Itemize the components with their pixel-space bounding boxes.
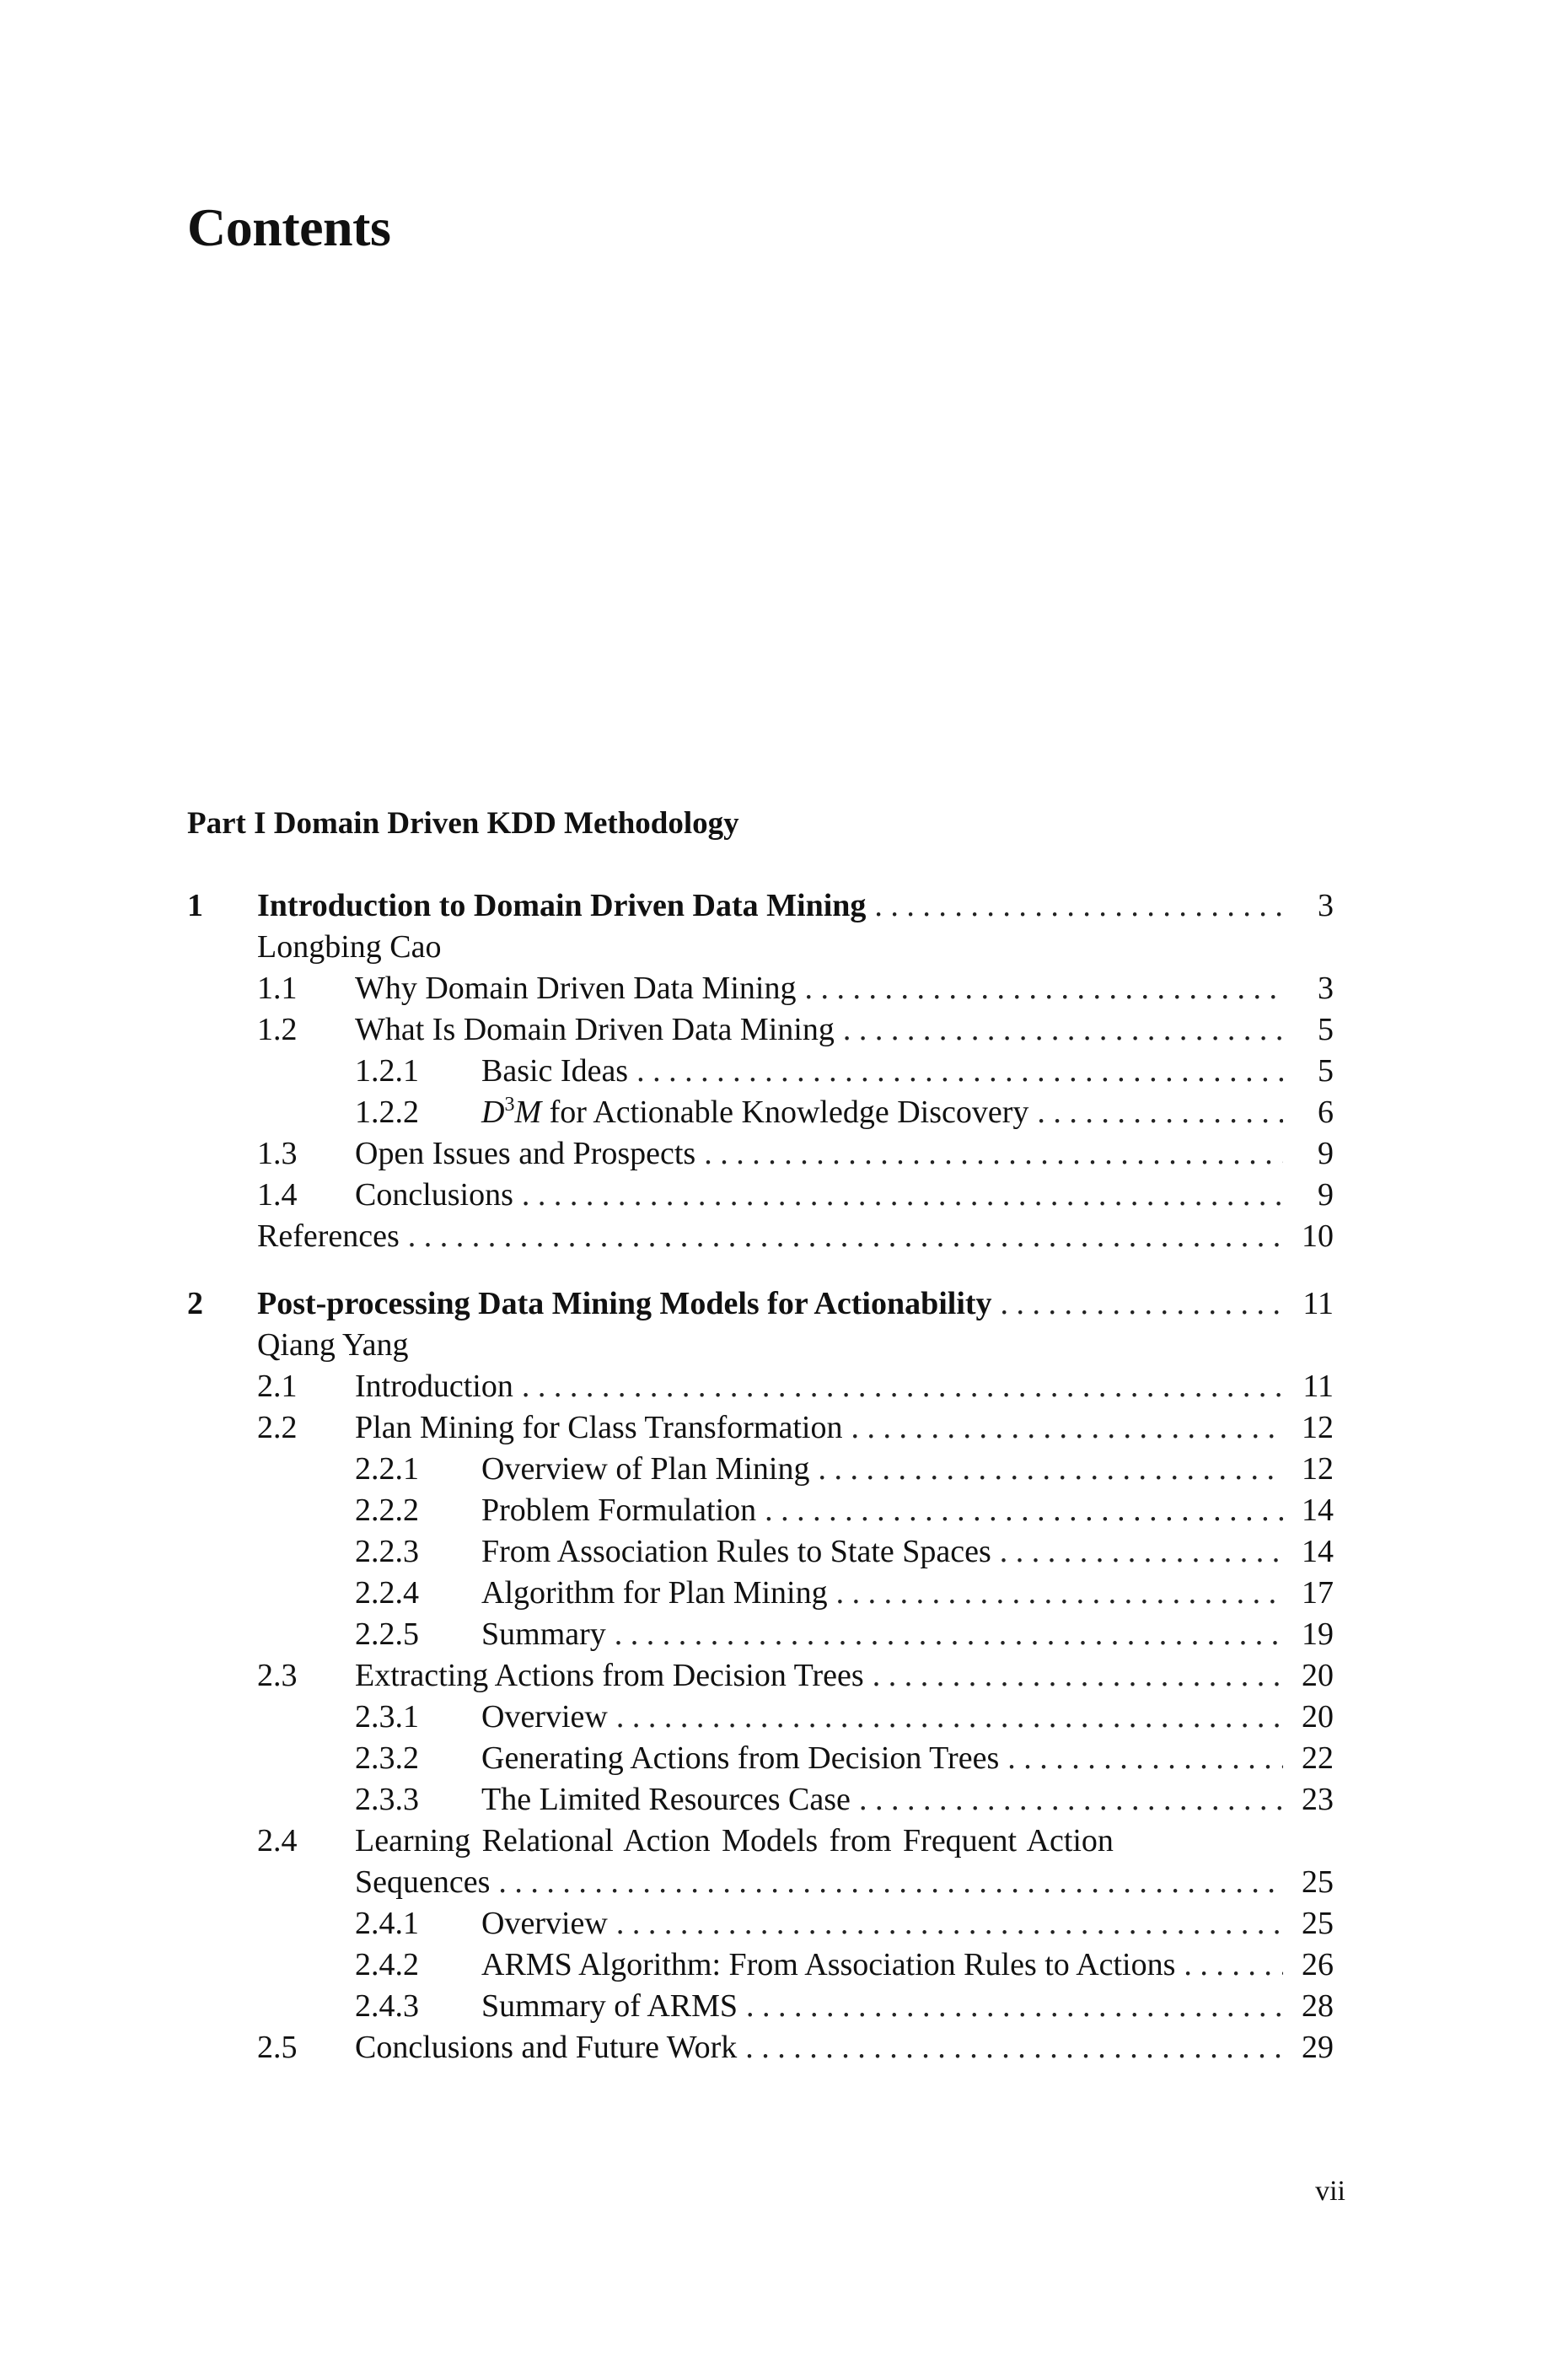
section-number: 2.3.3 <box>355 1782 419 1817</box>
page-number: 6 <box>1318 1095 1334 1130</box>
section-title: Plan Mining for Class Transformation <box>355 1410 843 1445</box>
page-number: 26 <box>1302 1947 1334 1982</box>
toc-entry-2-2[interactable] <box>187 1407 1334 1449</box>
page-number: 11 <box>1302 1286 1334 1321</box>
part-title: Part I Domain Driven KDD Methodology <box>187 806 739 841</box>
section-number: 2.4.3 <box>355 1988 419 2024</box>
chapter-number: 2 <box>187 1286 203 1321</box>
page-number: 20 <box>1302 1658 1334 1693</box>
page-number: 17 <box>1302 1575 1334 1611</box>
dot-leader <box>704 1133 1283 1175</box>
toc-entry-2-3-2[interactable] <box>187 1738 1334 1779</box>
dot-leader <box>1037 1092 1283 1133</box>
section-number: 2.1 <box>257 1369 298 1404</box>
section-number: 2.2.4 <box>355 1575 419 1611</box>
page-number: 5 <box>1318 1053 1334 1089</box>
chapter-author <box>187 927 1334 968</box>
toc-entry-2-2-4[interactable] <box>187 1573 1334 1614</box>
page-number: 29 <box>1302 2030 1334 2065</box>
section-number: 2.2 <box>257 1410 298 1445</box>
dot-leader <box>746 1986 1283 2027</box>
toc-entry-2-4-3[interactable] <box>187 1986 1334 2027</box>
section-number: 2.4.2 <box>355 1947 419 1982</box>
chapter-title: Post-processing Data Mining Models for Actionability <box>257 1286 992 1321</box>
section-number: 2.2.5 <box>355 1616 419 1652</box>
page-number: 22 <box>1302 1740 1334 1776</box>
dot-leader <box>843 1009 1283 1051</box>
toc-entry-1-3[interactable] <box>187 1133 1334 1175</box>
section-title: Open Issues and Prospects <box>355 1136 696 1171</box>
section-title: The Limited Resources Case <box>481 1782 851 1817</box>
dot-leader <box>498 1862 1283 1903</box>
dot-leader <box>851 1407 1283 1449</box>
section-title: Why Domain Driven Data Mining <box>355 971 797 1006</box>
section-title: Overview <box>481 1699 608 1735</box>
section-title <box>481 1092 1037 1133</box>
section-number: 1.2.2 <box>355 1095 419 1130</box>
toc-entry-2-1[interactable] <box>187 1366 1334 1407</box>
section-title: Overview <box>481 1906 608 1941</box>
toc-entry-2-4[interactable] <box>187 1821 1334 1862</box>
toc-entry-2-2-3[interactable] <box>187 1531 1334 1573</box>
dot-leader <box>522 1175 1283 1216</box>
dot-leader <box>859 1779 1283 1821</box>
page-number: 28 <box>1302 1988 1334 2024</box>
section-number: 2.5 <box>257 2030 298 2065</box>
section-number: 2.2.3 <box>355 1534 419 1569</box>
toc-entry-1-1[interactable] <box>187 968 1334 1009</box>
dot-leader <box>522 1366 1283 1407</box>
toc-entry-references[interactable] <box>187 1216 1334 1257</box>
section-title: Basic Ideas <box>481 1053 629 1089</box>
chapter-title: Introduction to Domain Driven Data Mining <box>257 888 867 923</box>
section-title: From Association Rules to State Spaces <box>481 1534 991 1569</box>
dot-leader <box>1001 1283 1283 1325</box>
section-number: 1.2 <box>257 1012 298 1047</box>
page-number: 11 <box>1302 1369 1334 1404</box>
dot-leader <box>1007 1738 1283 1779</box>
dot-leader <box>873 1655 1283 1697</box>
page-number: 25 <box>1302 1906 1334 1941</box>
section-title: Problem Formulation <box>481 1493 757 1528</box>
section-title-continued: Sequences <box>355 1864 491 1900</box>
chapter-author <box>187 1325 1334 1366</box>
dot-leader <box>874 885 1283 927</box>
section-number: 2.3.1 <box>355 1699 419 1735</box>
section-title: Summary of ARMS <box>481 1988 738 2024</box>
toc-entry-2-3-3[interactable] <box>187 1779 1334 1821</box>
section-title: Algorithm for Plan Mining <box>481 1575 828 1611</box>
page-number: 10 <box>1302 1218 1334 1254</box>
dot-leader <box>616 1697 1283 1738</box>
section-number: 2.4 <box>257 1823 298 1858</box>
page-number: 3 <box>1318 971 1334 1006</box>
page-number: 23 <box>1302 1782 1334 1817</box>
section-title-text: for Actionable Knowledge Discovery <box>541 1095 1029 1130</box>
dot-leader <box>765 1490 1283 1531</box>
dot-leader <box>636 1051 1283 1092</box>
page-number: 25 <box>1302 1864 1334 1900</box>
math-superscript: 3 <box>504 1094 515 1116</box>
author-name: Qiang Yang <box>257 1327 409 1363</box>
toc-entry-2-4-continued[interactable] <box>187 1862 1334 1903</box>
page-number: 20 <box>1302 1699 1334 1735</box>
section-number: 2.3.2 <box>355 1740 419 1776</box>
section-number: 2.4.1 <box>355 1906 419 1941</box>
section-title: Conclusions and Future Work <box>355 2030 738 2065</box>
page-number: 3 <box>1318 888 1334 923</box>
dot-leader <box>616 1903 1283 1944</box>
page-number: 12 <box>1302 1451 1334 1487</box>
toc-entry-1-2-1[interactable] <box>187 1051 1334 1092</box>
page-number: 5 <box>1318 1012 1334 1047</box>
page-number: 14 <box>1302 1493 1334 1528</box>
dot-leader <box>408 1216 1283 1257</box>
dot-leader <box>615 1614 1283 1655</box>
chapter-number: 1 <box>187 888 203 923</box>
dot-leader <box>1000 1531 1283 1573</box>
section-number: 1.1 <box>257 971 298 1006</box>
author-name: Longbing Cao <box>257 929 442 965</box>
toc-entry-2-3[interactable] <box>187 1655 1334 1697</box>
section-title: Learning Relational Action Models from Frequent Action <box>355 1823 1114 1858</box>
references-title: References <box>257 1218 400 1254</box>
section-number: 2.2.2 <box>355 1493 419 1528</box>
toc-entry-2-5[interactable] <box>187 2027 1334 2068</box>
toc-entry-1-2-2[interactable] <box>187 1092 1334 1133</box>
page-number: 9 <box>1318 1177 1334 1213</box>
page-number: 9 <box>1318 1136 1334 1171</box>
dot-leader <box>818 1449 1283 1490</box>
section-number: 1.3 <box>257 1136 298 1171</box>
section-title: What Is Domain Driven Data Mining <box>355 1012 835 1047</box>
section-title: Conclusions <box>355 1177 513 1213</box>
chapter-2-row[interactable] <box>187 1283 1334 1325</box>
toc-entry-1-2[interactable] <box>187 1009 1334 1051</box>
footer-page-number: vii <box>1315 2176 1345 2207</box>
dot-leader <box>745 2027 1283 2068</box>
toc-entry-2-2-2[interactable] <box>187 1490 1334 1531</box>
section-title: Summary <box>481 1616 606 1652</box>
dot-leader <box>836 1573 1283 1614</box>
toc-entry-2-2-1[interactable] <box>187 1449 1334 1490</box>
toc-entry-2-3-1[interactable] <box>187 1697 1334 1738</box>
section-title: ARMS Algorithm: From Association Rules to Actions <box>481 1947 1176 1982</box>
math-d: D <box>481 1095 505 1130</box>
section-number: 2.3 <box>257 1658 298 1693</box>
toc-entry-2-2-5[interactable] <box>187 1614 1334 1655</box>
section-number: 1.2.1 <box>355 1053 419 1089</box>
page-title: Contents <box>187 197 391 257</box>
section-title: Extracting Actions from Decision Trees <box>355 1658 864 1693</box>
math-m: M <box>514 1095 542 1130</box>
toc-entry-2-4-1[interactable] <box>187 1903 1334 1944</box>
dot-leader <box>804 968 1283 1009</box>
toc-entry-2-4-2[interactable] <box>187 1944 1334 1986</box>
toc-entry-1-4[interactable] <box>187 1175 1334 1216</box>
dot-leader <box>1184 1944 1283 1986</box>
page-number: 19 <box>1302 1616 1334 1652</box>
page-number: 12 <box>1302 1410 1334 1445</box>
chapter-1-row[interactable] <box>187 885 1334 927</box>
section-title: Generating Actions from Decision Trees <box>481 1740 1000 1776</box>
page-number: 14 <box>1302 1534 1334 1569</box>
section-number: 1.4 <box>257 1177 298 1213</box>
section-number: 2.2.1 <box>355 1451 419 1487</box>
section-title: Overview of Plan Mining <box>481 1451 810 1487</box>
section-title: Introduction <box>355 1369 513 1404</box>
